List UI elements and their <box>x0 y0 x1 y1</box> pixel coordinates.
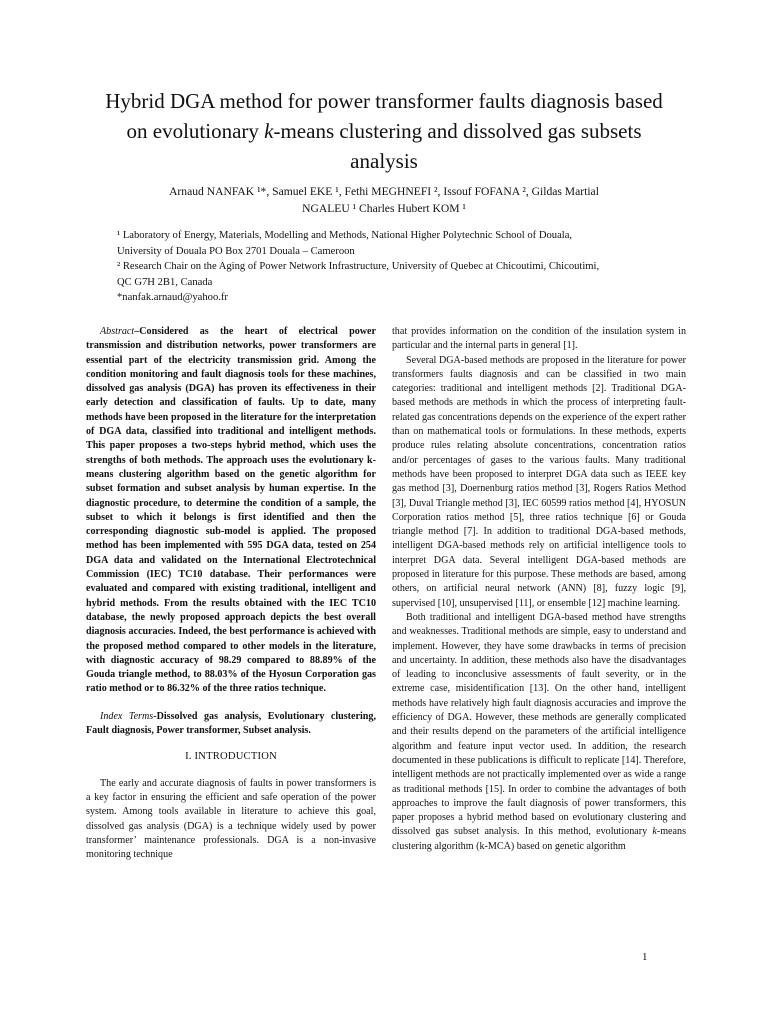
corresponding-email: *nanfak.arnaud@yahoo.fr <box>117 292 228 303</box>
affiliation-1-line-2: University of Douala PO Box 2701 Douala – Cameroon <box>117 245 355 257</box>
affiliation-2-line-1: ² Research Chair on the Aging of Power Network Infrastructure, University of Quebec at Chicoutimi, Chicoutimi, <box>117 261 600 272</box>
index-terms-lead: Index Terms <box>100 710 154 722</box>
abstract-lead: Abstract <box>100 326 135 337</box>
title-italic-k: k <box>264 119 274 143</box>
section-heading-introduction: I. INTRODUCTION <box>185 751 277 763</box>
left-column <box>86 325 376 862</box>
index-terms-text: -Dissolved gas analysis, Evolutionary clustering, Fault diagnosis, Power transformer, Subset analysis. <box>86 710 376 737</box>
page-number: 1 <box>642 951 648 963</box>
index-terms <box>86 710 376 739</box>
affiliation-1-line-1: ¹ Laboratory of Energy, Materials, Modelling and Methods, National Higher Polytechnic School of Douala, <box>117 230 573 241</box>
intro-paragraph-3 <box>392 611 686 854</box>
intro-paragraph-3-part-b: -means clustering algorithm (k-MCA) based on genetic algorithm <box>392 826 686 852</box>
title-part-2: -means clustering and dissolved gas subsets analysis <box>273 119 642 173</box>
author-line-1: Arnaud NANFAK ¹*, Samuel EKE ¹, Fethi MEGHNEFI ², Issouf FOFANA ², Gildas Martial <box>169 185 599 198</box>
title-part-1: Hybrid DGA method for power transformer faults diagnosis based on evolutionary <box>105 89 663 143</box>
abstract-text: –Considered as the heart of electrical power transmission and distribution networks, power transformers are essential part of the electricity transmission grid. Among the condition monitoring and fault diagnosis tools for these machines, dissolved gas analysis (DGA) has proven its effectiveness in their early detection and classification of faults. Up to date, many methods have been proposed in the literature for the interpretation of DGA data, classified into traditional and intelligent methods. This paper proposes a two-steps hybrid method, which uses the strengths of both methods. The approach uses the evolutionary k-means clustering algorithm based on the genetic algorithm for subset formation and subset analysis by human expertise. In the diagnostic procedure, to determine the condition of a sample, the subset to which it belongs is first identified and then the corresponding diagnostic sub-model is applied. The proposed method has been implemented with 595 DGA data, tested on 254 DGA data and validated on the International Electrotechnical Commission (IEC) TC10 database. Their performances were evaluated and compared with existing traditional, intelligent and hybrid methods. From the results obtained with the IEC TC10 database, the newly proposed approach depicts the best overall diagnosis accuracies. Indeed, the best performance is achieved with the proposed method compared to other models in the literature, with diagnostic accuracy of 98.29 compared to 88.89% of the Gouda triangle method, to 88.03% of the Hyosun Corporation gas ratio method or to 86.32% of the three ratios technique. <box>86 326 376 695</box>
intro-paragraph-3-italic-k: k <box>652 826 657 838</box>
author-line-2: NGALEU ¹ Charles Hubert KOM ¹ <box>302 202 466 215</box>
right-column <box>392 325 686 854</box>
author-list <box>110 183 658 217</box>
intro-paragraph-2: Several DGA-based methods are proposed in the literature for power transformers faults diagnosis and can be classified in two main categories: traditional and intelligent methods [2]. Traditional DGA-based methods are methods in which the process of interpreting fault-related gas concentrations depends on the experience of the expert rather than on mathematical tools or formulations. In these methods, experts produce rules relating absolute concentrations, concentration ratios and/or percentages of gases to the various faults. Many traditional methods have been proposed to interpret DGA data such as IEEE key gas method [3], Doernenburg ratios method [3], Rogers Ratios Method [3], Duval Triangle method [3], IEC 60599 ratios method [4], HYOSUN Corporation ratios method [5], three ratios technique [6] or Gouda triangle method [7]. In addition to traditional DGA-based methods, intelligent DGA-based methods rely on artificial intelligence tools to interpret DGA data. Several intelligent DGA-based methods are proposed in literature for this purpose. These methods are based, among others, on artificial neural network (ANN) [8], fuzzy logic [9], supervised [10], unsupervised [11], or ensemble [12] machine learning. <box>392 354 686 609</box>
intro-paragraph-1: The early and accurate diagnosis of faults in power transformers is a key factor in ensuring the efficient and safe operation of the power system. Among tools available in literature to achieve this goal, dissolved gas analysis (DGA) is a technique widely used by power transformer’ maintenance professionals. DGA is a non-invasive monitoring technique <box>86 777 376 861</box>
affiliation-2-line-2: QC G7H 2B1, Canada <box>117 276 213 288</box>
intro-paragraph-3-part-a: Both traditional and intelligent DGA-based method have strengths and weaknesses. Traditional methods are simple, easy to understand and implement. However, they have some drawbacks in terms of precision and uncertainty. In addition, these methods also have the disadvantages of leading to inconclusive assessments of fault severity, or in the extreme case, misidentification [13]. On the other hand, intelligent methods have relatively high fault diagnosis accuracies and improve the efficiency of DGA. However, these methods are generally complicated and their results depend on the parameters of the artificial intelligence algorithm and feature input vector used. In addition, the research documented in these publications is difficult to replicate [14]. Therefore, intelligent methods are not practically implemented over as wide a range as traditional methods [15]. In order to combine the advantages of both approaches to improve the fault diagnosis of power transformers, this paper proposes a hybrid method based on evolutionary clustering and dissolved gas subset analysis. In this method, evolutionary <box>392 611 686 838</box>
paper-title <box>95 86 673 176</box>
intro-paragraph-1-continued: that provides information on the condition of the insulation system in particular and the internal parts in general [1]. <box>392 326 686 352</box>
affiliations <box>117 228 655 306</box>
abstract <box>86 325 376 697</box>
